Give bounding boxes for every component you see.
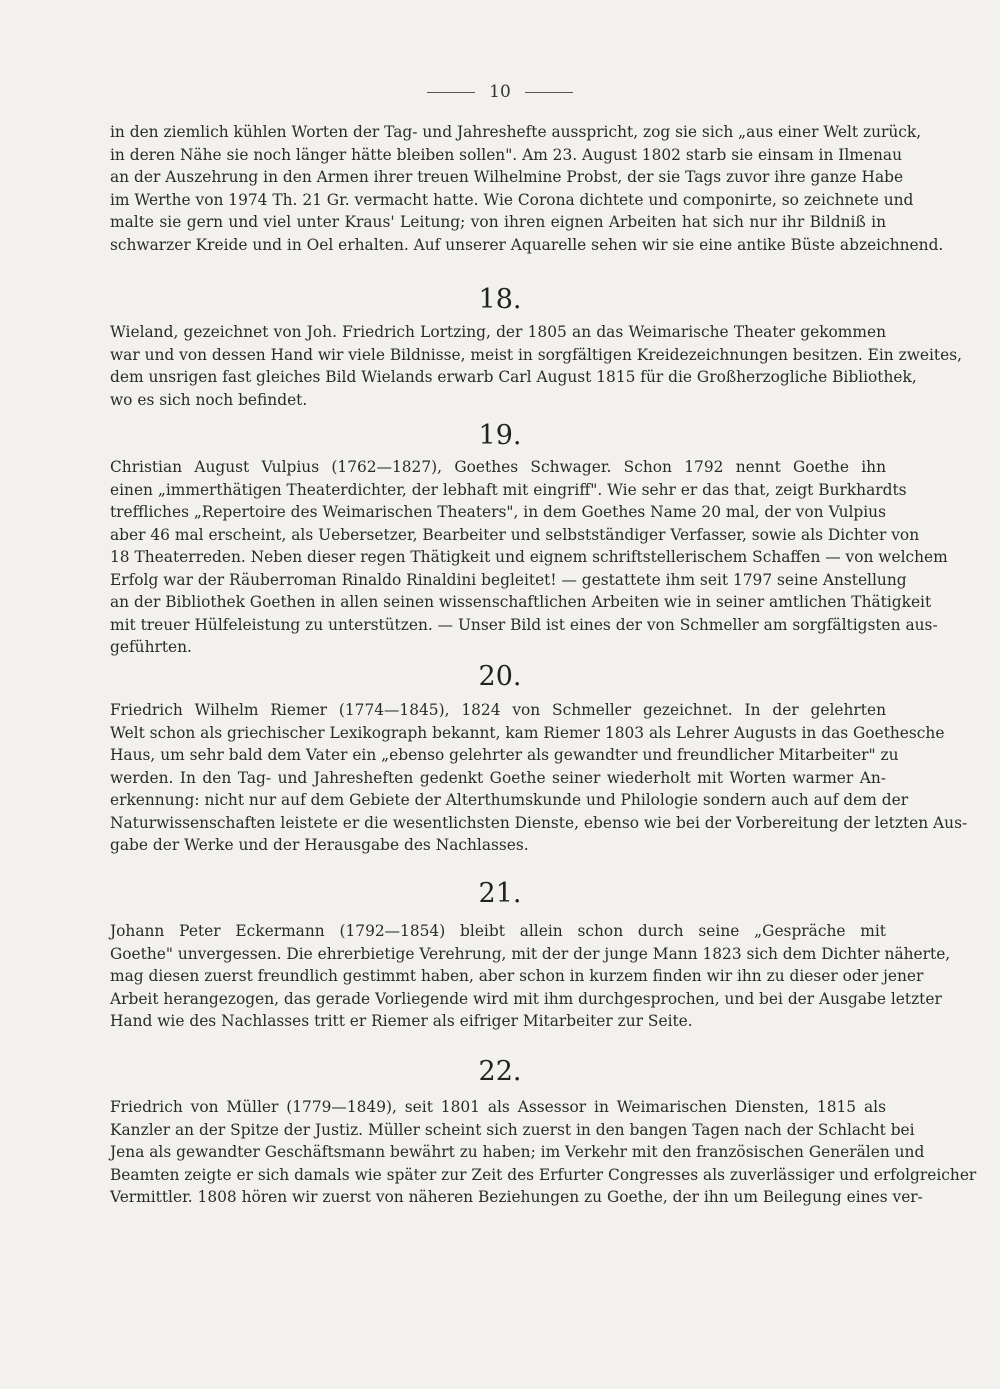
section-paragraph	[110, 699, 968, 857]
text-line: 18 Theaterreden. Neben dieser regen Thätigkeit und eignem schriftstellerischem Schaffen — von welchem	[110, 548, 948, 566]
section-paragraph	[110, 456, 948, 659]
text-line: Beamten zeigte er sich damals wie später zur Zeit des Erfurter Congresses als zuverlässiger und erfolgreicher	[110, 1165, 977, 1184]
text-line: war und von dessen Hand wir viele Bildnisse, meist in sorgfältigen Kreidezeichnungen besitzen. Ein zweites,	[110, 345, 963, 364]
text-line: Goethe" unvergessen. Die ehrerbietige Verehrung, mit der der junge Mann 1823 sich dem Dichter näherte,	[110, 944, 951, 963]
text-line: Erfolg war der Räuberroman Rinaldo Rinaldini begleitet! — gestattete ihm seit 1797 seine Anstellung	[110, 570, 907, 589]
text-line: Friedrich von Müller (1779—1849), seit 1801 als Assessor in Weimarischen Diensten, 1815 als	[110, 1098, 886, 1116]
text-line: Welt schon als griechischer Lexikograph bekannt, kam Riemer 1803 als Lehrer Augusts in das Goethesche	[110, 723, 945, 742]
section-number: 22.	[478, 1056, 522, 1087]
section-number: 19.	[478, 420, 522, 451]
section-number: 18.	[478, 284, 522, 315]
page-number: 10	[489, 82, 511, 102]
text-line: dem unsrigen fast gleiches Bild Wielands erwarb Carl August 1815 für die Großherzogliche Bibliothek,	[110, 368, 917, 386]
text-line: wo es sich noch befindet.	[110, 390, 308, 409]
text-line: Christian August Vulpius (1762—1827), Goethes Schwager. Schon 1792 nennt Goethe ihn	[110, 458, 886, 476]
text-line: Arbeit herangezogen, das gerade Vorliegende wird mit ihm durchgesprochen, und bei der Ausgabe letzter	[110, 989, 942, 1008]
text-line: schwarzer Kreide und in Oel erhalten. Auf unserer Aquarelle sehen wir sie eine antike Büste abzeichnend.	[110, 235, 944, 254]
section-paragraph	[110, 920, 951, 1033]
text-line: Kanzler an der Spitze der Justiz. Müller scheint sich zuerst in den bangen Tagen nach der Schlacht bei	[110, 1120, 915, 1139]
text-line: an der Auszehrung in den Armen ihrer treuen Wilhelmine Probst, der sie Tags zuvor ihre ganze Habe	[110, 168, 904, 186]
text-line: mag diesen zuerst freundlich gestimmt haben, aber schon in kurzem finden wir ihn zu dieser oder jener	[110, 967, 924, 985]
text-line: Haus, um sehr bald dem Vater ein „ebenso gelehrter als gewandter und freundlicher Mitarbeiter" zu	[110, 746, 899, 764]
header-rule-left	[427, 92, 475, 93]
text-line: Wieland, gezeichnet von Joh. Friedrich Lortzing, der 1805 an das Weimarische Theater gekommen	[110, 323, 886, 341]
text-line: mit treuer Hülfeleistung zu unterstützen. — Unser Bild ist eines der von Schmeller am sorgfältigsten aus-	[110, 615, 938, 634]
page-header	[0, 82, 1000, 102]
text-line: geführten.	[110, 638, 192, 656]
text-line: Hand wie des Nachlasses tritt er Riemer als eifriger Mitarbeiter zur Seite.	[110, 1012, 693, 1030]
text-line: einen „immerthätigen Theaterdichter, der lebhaft mit eingriff". Wie sehr er das that, zeigt Burkhardts	[110, 480, 907, 499]
text-line: malte sie gern und viel unter Kraus' Leitung; von ihren eignen Arbeiten hat sich nur ihr Bildniß in	[110, 213, 886, 231]
text-line: Naturwissenschaften leistete er die wesentlichsten Dienste, ebenso wie bei der Vorbereitung der letzten Aus-	[110, 813, 968, 832]
intro-paragraph	[110, 121, 944, 256]
text-line: im Werthe von 1974 Th. 21 Gr. vermacht hatte. Wie Corona dichtete und componirte, so zeichnete und	[110, 190, 914, 209]
section-paragraph	[110, 321, 963, 411]
text-line: erkennung: nicht nur auf dem Gebiete der Alterthumskunde und Philologie sondern auch auf dem der	[110, 791, 909, 809]
text-line: Vermittler. 1808 hören wir zuerst von näheren Beziehungen zu Goethe, der ihn um Beilegung eines ver-	[110, 1188, 923, 1206]
text-line: aber 46 mal erscheint, als Uebersetzer, Bearbeiter und selbstständiger Verfasser, sowie als Dichter von	[110, 525, 920, 544]
text-line: in deren Nähe sie noch länger hätte bleiben sollen". Am 23. August 1802 starb sie einsam in Ilmenau	[110, 145, 902, 164]
text-line: werden. In den Tag- und Jahresheften gedenkt Goethe seiner wiederholt mit Worten warmer An-	[110, 768, 886, 787]
section-paragraph	[110, 1096, 977, 1209]
section-number: 20.	[478, 661, 522, 692]
text-line: an der Bibliothek Goethen in allen seinen wissenschaftlichen Arbeiten wie in seiner amtlichen Thätigkeit	[110, 593, 932, 611]
text-line: gabe der Werke und der Herausgabe des Nachlasses.	[110, 836, 529, 854]
section-number: 21.	[478, 878, 522, 909]
text-line: Johann Peter Eckermann (1792—1854) bleibt allein schon durch seine „Gespräche mit	[110, 922, 886, 940]
text-line: in den ziemlich kühlen Worten der Tag- und Jahreshefte ausspricht, zog sie sich „aus einer Welt zurück,	[110, 123, 922, 141]
text-line: treffliches „Repertoire des Weimarischen Theaters", in dem Goethes Name 20 mal, der von Vulpius	[110, 503, 886, 521]
header-rule-right	[525, 92, 573, 93]
text-line: Friedrich Wilhelm Riemer (1774—1845), 1824 von Schmeller gezeichnet. In der gelehrten	[110, 701, 886, 719]
text-line: Jena als gewandter Geschäftsmann bewährt zu haben; im Verkehr mit den französischen Generälen und	[110, 1143, 925, 1161]
